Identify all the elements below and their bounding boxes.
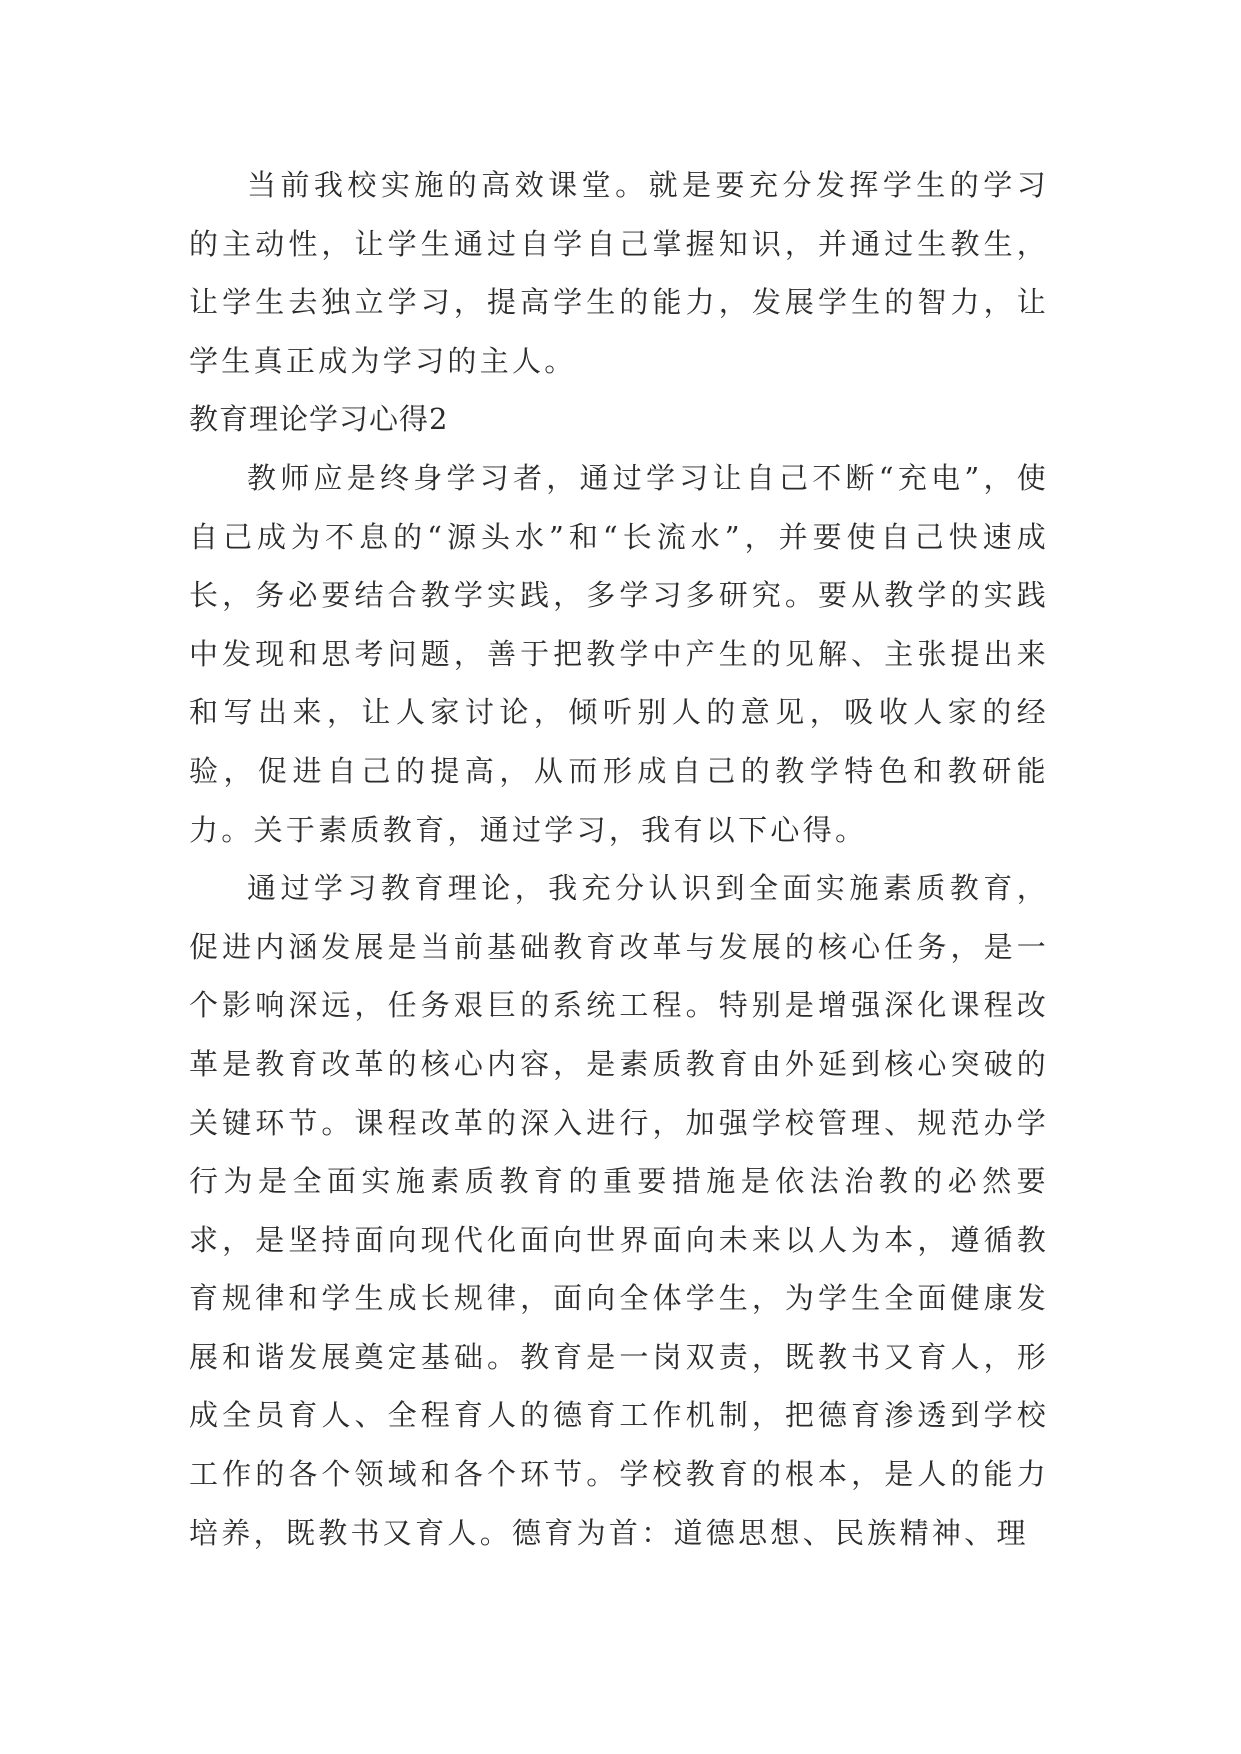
paragraph-1: 当前我校实施的高效课堂。就是要充分发挥学生的学习的主动性，让学生通过自学自己掌握知识，并通过生教生，让学生去独立学习，提高学生的能力，发展学生的智力，让学生真正成为学习的主人。	[189, 168, 1049, 378]
paragraph-3: 通过学习教育理论，我充分认识到全面实施素质教育，促进内涵发展是当前基础教育改革与发展的核心任务，是一个影响深远，任务艰巨的系统工程。特别是增强深化课程改革是教育改革的核心内容，是素质教育由外延到核心突破的关键环节。课程改革的深入进行，加强学校管理、规范办学行为是全面实施素质教育的重要措施是依法治教的必然要求，是坚持面向现代化面向世界面向未来以人为本，遵循教育规律和学生成长规律，面向全体学生，为学生全面健康发展和谐发展奠定基础。教育是一岗双责，既教书又育人，形成全员育人、全程育人的德育工作机制，把德育渗透到学校工作的各个领域和各个环节。学校教育的根本，是人的能力培养，既教书又育人。德育为首：道德思想、民族精神、理	[189, 871, 1049, 1550]
paragraph-2: 教师应是终身学习者，通过学习让自己不断“充电”，使自己成为不息的“源头水”和“长流水”，并要使自己快速成长，务必要结合教学实践，多学习多研究。要从教学的实践中发现和思考问题，善于把教学中产生的见解、主张提出来和写出来，让人家讨论，倾听别人的意见，吸收人家的经验，促进自己的提高，从而形成自己的教学特色和教研能力。关于素质教育，通过学习，我有以下心得。	[189, 460, 1049, 847]
section-heading: 教育理论学习心得2	[189, 402, 449, 437]
document-body	[189, 156, 1049, 1562]
